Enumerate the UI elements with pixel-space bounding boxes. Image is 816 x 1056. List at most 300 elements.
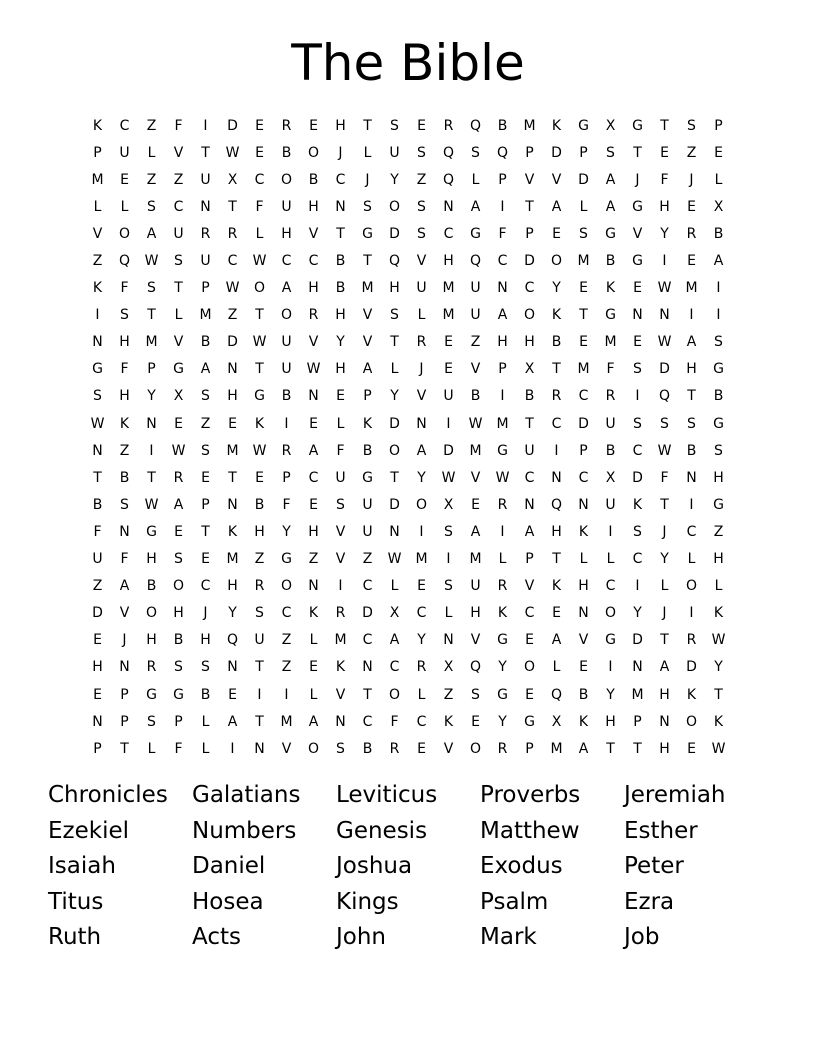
grid-letter: O — [118, 225, 131, 242]
grid-letter: A — [497, 307, 508, 324]
grid-letter: T — [714, 686, 723, 703]
grid-letter: H — [119, 334, 130, 351]
grid-letter: M — [469, 442, 482, 459]
grid-letter: E — [471, 496, 480, 513]
grid-letter: B — [605, 253, 616, 270]
grid-letter: W — [225, 280, 240, 297]
grid-letter: H — [308, 523, 319, 540]
grid-letter: C — [227, 253, 238, 270]
grid-letter: S — [687, 415, 696, 432]
grid-letter: R — [389, 740, 400, 757]
grid-letter: L — [390, 578, 399, 595]
grid-letter: H — [281, 225, 292, 242]
grid-letter: P — [363, 388, 372, 405]
grid-letter: E — [525, 632, 534, 649]
grid-letter: M — [442, 307, 455, 324]
grid-letter: I — [446, 415, 451, 432]
grid-letter: V — [470, 361, 481, 378]
grid-letter: X — [713, 198, 724, 215]
grid-letter: I — [608, 523, 613, 540]
grid-letter: F — [498, 225, 507, 242]
grid-letter: V — [173, 334, 184, 351]
grid-letter: M — [577, 361, 590, 378]
grid-letter: O — [145, 605, 158, 622]
grid-letter: Q — [226, 632, 239, 649]
grid-letter: M — [523, 117, 536, 134]
grid-letter: V — [308, 225, 319, 242]
grid-letter: L — [579, 551, 588, 568]
grid-letter: S — [336, 496, 345, 513]
grid-letter: L — [363, 144, 372, 161]
grid-letter: U — [416, 280, 427, 297]
grid-letter: X — [227, 171, 238, 188]
grid-letter: M — [496, 415, 509, 432]
grid-letter: W — [495, 469, 510, 486]
grid-letter: Y — [714, 659, 723, 676]
grid-letter: B — [470, 388, 481, 405]
grid-letter: G — [497, 686, 508, 703]
grid-letter: E — [120, 171, 129, 188]
grid-letter: U — [443, 388, 454, 405]
word-list-item: Chronicles — [48, 782, 168, 808]
grid-letter: C — [524, 605, 535, 622]
grid-letter: D — [632, 632, 643, 649]
grid-letter: B — [362, 740, 373, 757]
grid-letter: L — [471, 171, 480, 188]
grid-letter: H — [335, 361, 346, 378]
grid-letter: M — [577, 253, 590, 270]
grid-letter: H — [254, 523, 265, 540]
grid-letter: Y — [390, 171, 399, 188]
grid-letter: S — [444, 578, 453, 595]
grid-letter: P — [525, 225, 534, 242]
grid-letter: K — [254, 415, 265, 432]
grid-letter: B — [362, 442, 373, 459]
grid-letter: C — [578, 388, 589, 405]
grid-letter: S — [147, 280, 156, 297]
grid-letter: Z — [362, 551, 373, 568]
grid-letter: U — [200, 253, 211, 270]
grid-letter: L — [147, 740, 156, 757]
grid-letter: C — [173, 198, 184, 215]
grid-letter: H — [578, 578, 589, 595]
grid-letter: A — [686, 334, 697, 351]
grid-letter: T — [201, 523, 210, 540]
grid-letter: P — [714, 117, 723, 134]
grid-letter: S — [579, 225, 588, 242]
grid-letter: H — [146, 632, 157, 649]
grid-letter: A — [362, 361, 373, 378]
grid-letter: A — [308, 442, 319, 459]
grid-letter: T — [363, 117, 372, 134]
grid-letter: V — [335, 523, 346, 540]
grid-letter: Y — [633, 605, 642, 622]
grid-letter: L — [120, 198, 129, 215]
grid-letter: N — [227, 496, 238, 513]
grid-letter: B — [497, 117, 508, 134]
grid-letter: Z — [416, 171, 427, 188]
grid-row — [84, 383, 732, 410]
grid-letter: B — [254, 496, 265, 513]
grid-letter: J — [662, 523, 667, 540]
grid-letter: V — [632, 225, 643, 242]
grid-letter: L — [714, 171, 723, 188]
grid-letter: N — [443, 632, 454, 649]
grid-letter: C — [200, 578, 211, 595]
grid-letter: N — [146, 415, 157, 432]
grid-letter: I — [689, 307, 694, 324]
grid-letter: R — [416, 659, 427, 676]
grid-letter: G — [254, 388, 265, 405]
grid-letter: F — [660, 171, 669, 188]
grid-letter: R — [254, 578, 265, 595]
grid-letter: K — [578, 713, 589, 730]
grid-letter: V — [524, 171, 535, 188]
grid-row — [84, 437, 732, 464]
grid-letter: J — [365, 171, 370, 188]
grid-letter: I — [689, 605, 694, 622]
word-list-item: Hosea — [192, 888, 264, 915]
grid-letter: D — [659, 361, 670, 378]
grid-letter: F — [390, 713, 399, 730]
grid-letter: S — [120, 496, 129, 513]
word-list-item: Job — [624, 924, 660, 950]
grid-letter: X — [605, 117, 616, 134]
grid-letter: S — [471, 144, 480, 161]
grid-letter: D — [632, 469, 643, 486]
grid-letter: Z — [92, 253, 103, 270]
grid-letter: W — [657, 442, 672, 459]
grid-letter: J — [689, 171, 694, 188]
grid-letter: E — [255, 144, 264, 161]
grid-letter: C — [632, 551, 643, 568]
grid-letter: W — [144, 253, 159, 270]
grid-letter: L — [255, 225, 264, 242]
grid-letter: K — [497, 605, 508, 622]
grid-letter: H — [659, 686, 670, 703]
grid-letter: T — [579, 307, 588, 324]
grid-letter: U — [362, 496, 373, 513]
word-list-item: Ezra — [624, 888, 675, 915]
word-list-item: Peter — [624, 853, 684, 879]
grid-letter: V — [524, 578, 535, 595]
grid-letter: O — [388, 198, 401, 215]
grid-letter: G — [713, 415, 724, 432]
grid-letter: B — [335, 280, 346, 297]
grid-letter: U — [470, 280, 481, 297]
grid-letter: W — [306, 361, 321, 378]
grid-letter: W — [387, 551, 402, 568]
grid-letter: M — [226, 551, 239, 568]
grid-row — [84, 491, 732, 518]
grid-letter: N — [497, 280, 508, 297]
grid-letter: C — [443, 225, 454, 242]
grid-letter: Z — [173, 171, 184, 188]
grid-letter: P — [579, 144, 588, 161]
grid-letter: T — [93, 469, 102, 486]
grid-letter: Z — [308, 551, 319, 568]
grid-letter: I — [500, 523, 505, 540]
grid-letter: E — [174, 415, 183, 432]
grid-letter: O — [550, 253, 563, 270]
grid-letter: H — [605, 713, 616, 730]
grid-letter: L — [552, 659, 561, 676]
grid-letter: Q — [442, 171, 455, 188]
grid-letter: N — [308, 578, 319, 595]
grid-letter: S — [363, 198, 372, 215]
grid-letter: A — [470, 523, 481, 540]
grid-letter: F — [120, 551, 129, 568]
grid-letter: K — [443, 713, 454, 730]
grid-letter: V — [362, 334, 373, 351]
grid-letter: Q — [496, 144, 509, 161]
grid-letter: S — [417, 144, 426, 161]
grid-letter: W — [90, 415, 105, 432]
page-title: The Bible — [291, 34, 525, 92]
grid-letter: N — [227, 659, 238, 676]
grid-letter: N — [659, 307, 670, 324]
grid-letter: O — [523, 659, 536, 676]
grid-letter: M — [91, 171, 104, 188]
grid-letter: K — [713, 605, 724, 622]
grid-letter: D — [362, 605, 373, 622]
grid-letter: A — [173, 496, 184, 513]
word-list-item: Jeremiah — [624, 782, 726, 808]
word-list-item: Mark — [480, 924, 537, 950]
grid-letter: S — [687, 117, 696, 134]
grid-letter: E — [201, 469, 210, 486]
grid-letter: L — [417, 307, 426, 324]
grid-letter: P — [120, 713, 129, 730]
grid-letter: H — [335, 117, 346, 134]
grid-letter: B — [551, 334, 562, 351]
grid-letter: O — [253, 280, 266, 297]
grid-letter: R — [173, 469, 184, 486]
grid-letter: E — [687, 253, 696, 270]
grid-letter: E — [93, 632, 102, 649]
grid-letter: Z — [686, 144, 697, 161]
grid-letter: K — [686, 686, 697, 703]
grid-letter: F — [255, 198, 264, 215]
grid-letter: Z — [200, 415, 211, 432]
grid-letter: K — [551, 307, 562, 324]
grid-letter: N — [632, 659, 643, 676]
grid-letter: A — [605, 171, 616, 188]
grid-letter: U — [281, 198, 292, 215]
grid-letter: A — [578, 740, 589, 757]
grid-letter: A — [470, 198, 481, 215]
grid-letter: H — [443, 253, 454, 270]
grid-letter: G — [497, 632, 508, 649]
grid-letter: T — [660, 496, 669, 513]
grid-letter: E — [228, 686, 237, 703]
grid-letter: A — [281, 280, 292, 297]
grid-letter: S — [120, 307, 129, 324]
grid-letter: B — [713, 225, 724, 242]
grid-letter: W — [441, 469, 456, 486]
grid-letter: Y — [552, 280, 561, 297]
grid-letter: X — [173, 388, 184, 405]
grid-row — [84, 708, 732, 735]
grid-letter: O — [604, 605, 617, 622]
grid-letter: X — [443, 659, 454, 676]
grid-letter: B — [173, 632, 184, 649]
grid-letter: O — [685, 713, 698, 730]
grid-letter: K — [362, 415, 373, 432]
grid-letter: P — [147, 361, 156, 378]
grid-letter: T — [687, 388, 696, 405]
grid-letter: B — [281, 144, 292, 161]
grid-letter: U — [254, 632, 265, 649]
grid-letter: G — [605, 225, 616, 242]
grid-letter: O — [307, 740, 320, 757]
grid-letter: N — [335, 198, 346, 215]
grid-letter: W — [144, 496, 159, 513]
grid-letter: H — [551, 523, 562, 540]
grid-letter: T — [633, 740, 642, 757]
grid-letter: X — [605, 469, 616, 486]
grid-letter: R — [308, 307, 319, 324]
grid-letter: Z — [281, 659, 292, 676]
grid-letter: C — [416, 605, 427, 622]
grid-letter: N — [362, 659, 373, 676]
grid-letter: C — [254, 171, 265, 188]
grid-letter: S — [174, 551, 183, 568]
grid-letter: A — [200, 361, 211, 378]
grid-row — [84, 654, 732, 681]
grid-letter: N — [443, 198, 454, 215]
grid-letter: P — [498, 171, 507, 188]
grid-letter: C — [524, 469, 535, 486]
grid-letter: C — [308, 253, 319, 270]
grid-letter: H — [173, 605, 184, 622]
grid-letter: O — [280, 578, 293, 595]
word-list-item: Daniel — [192, 853, 266, 879]
grid-letter: M — [199, 307, 212, 324]
grid-letter: L — [309, 632, 318, 649]
grid-letter: W — [225, 144, 240, 161]
grid-letter: D — [389, 496, 400, 513]
grid-letter: I — [284, 686, 289, 703]
grid-letter: P — [633, 713, 642, 730]
grid-letter: U — [470, 578, 481, 595]
grid-letter: O — [280, 307, 293, 324]
grid-letter: H — [686, 361, 697, 378]
grid-letter: K — [227, 523, 238, 540]
grid-row — [84, 464, 732, 491]
grid-letter: B — [146, 578, 157, 595]
grid-letter: A — [416, 442, 427, 459]
grid-letter: S — [417, 225, 426, 242]
grid-letter: X — [551, 713, 562, 730]
grid-letter: D — [389, 225, 400, 242]
grid-letter: N — [335, 713, 346, 730]
grid-letter: E — [444, 361, 453, 378]
grid-row — [84, 220, 732, 247]
grid-letter: H — [119, 388, 130, 405]
grid-letter: Y — [498, 713, 507, 730]
grid-letter: T — [363, 253, 372, 270]
grid-letter: Y — [147, 388, 156, 405]
grid-letter: U — [389, 144, 400, 161]
grid-letter: Y — [336, 334, 345, 351]
word-list-item: Matthew — [480, 817, 580, 844]
grid-letter: O — [307, 144, 320, 161]
grid-letter: K — [551, 578, 562, 595]
grid-letter: G — [173, 686, 184, 703]
grid-letter: T — [606, 740, 615, 757]
grid-letter: D — [92, 605, 103, 622]
grid-letter: C — [605, 578, 616, 595]
grid-letter: R — [497, 740, 508, 757]
grid-letter: G — [632, 117, 643, 134]
grid-letter: G — [362, 225, 373, 242]
grid-letter: H — [308, 198, 319, 215]
grid-letter: V — [173, 144, 184, 161]
grid-letter: Q — [388, 253, 401, 270]
grid-letter: E — [417, 117, 426, 134]
grid-letter: A — [713, 253, 724, 270]
grid-letter: T — [120, 740, 129, 757]
grid-row — [84, 546, 732, 573]
grid-letter: A — [605, 198, 616, 215]
grid-letter: U — [524, 442, 535, 459]
grid-letter: S — [201, 442, 210, 459]
grid-row — [84, 247, 732, 274]
grid-letter: N — [119, 659, 130, 676]
grid-letter: C — [362, 713, 373, 730]
grid-letter: E — [228, 415, 237, 432]
grid-letter: S — [336, 740, 345, 757]
grid-letter: L — [336, 415, 345, 432]
grid-letter: P — [525, 740, 534, 757]
grid-letter: E — [471, 713, 480, 730]
grid-letter: N — [200, 198, 211, 215]
grid-letter: I — [257, 686, 262, 703]
grid-letter: H — [389, 280, 400, 297]
grid-letter: E — [687, 198, 696, 215]
grid-letter: Q — [118, 253, 131, 270]
grid-letter: T — [525, 415, 534, 432]
grid-letter: G — [605, 307, 616, 324]
grid-letter: U — [605, 415, 616, 432]
grid-letter: O — [388, 686, 401, 703]
grid-letter: Q — [469, 253, 482, 270]
grid-letter: S — [390, 307, 399, 324]
grid-letter: S — [174, 659, 183, 676]
grid-letter: N — [254, 740, 265, 757]
grid-letter: W — [468, 415, 483, 432]
grid-letter: U — [362, 523, 373, 540]
grid-letter: C — [686, 523, 697, 540]
grid-letter: E — [525, 686, 534, 703]
word-list-item: Kings — [336, 888, 399, 915]
grid-letter: Z — [227, 307, 238, 324]
grid-letter: S — [174, 253, 183, 270]
grid-letter: W — [252, 253, 267, 270]
grid-letter: W — [657, 280, 672, 297]
grid-letter: A — [524, 523, 535, 540]
grid-letter: L — [309, 686, 318, 703]
grid-letter: C — [497, 253, 508, 270]
grid-letter: T — [525, 198, 534, 215]
grid-letter: Y — [498, 659, 507, 676]
grid-letter: N — [686, 469, 697, 486]
grid-letter: B — [713, 388, 724, 405]
grid-letter: K — [92, 117, 103, 134]
grid-letter: B — [308, 171, 319, 188]
grid-letter: I — [689, 496, 694, 513]
